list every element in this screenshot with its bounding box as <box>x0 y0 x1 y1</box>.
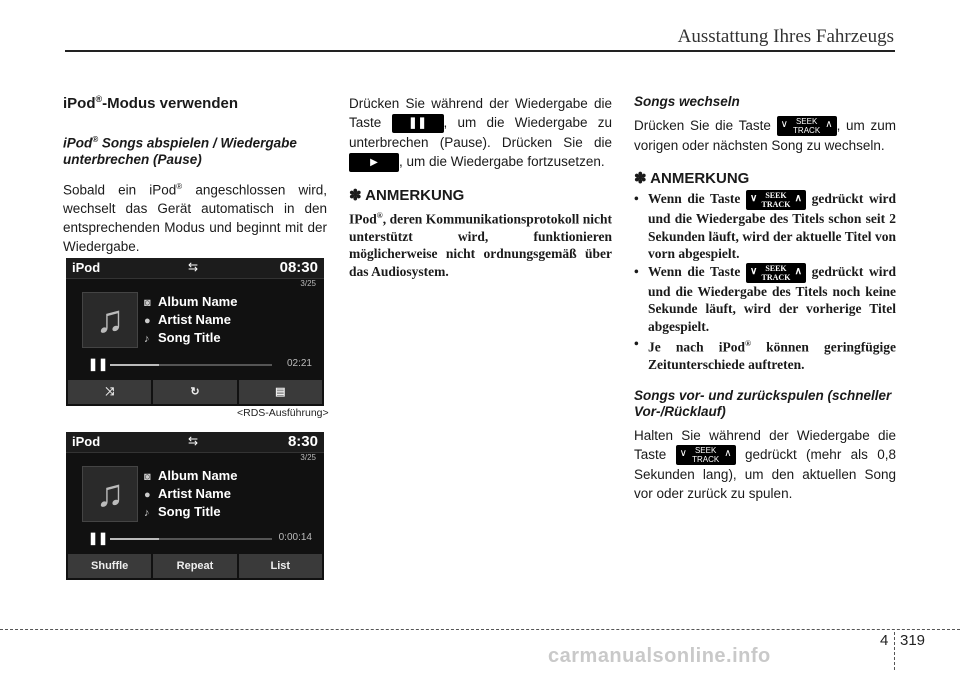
note-icon: ♪ <box>144 507 150 519</box>
subheading-change-songs: Songs wechseln <box>634 94 740 109</box>
music-note-icon: ♫ <box>82 292 138 348</box>
subheading-fast-forward: Songs vor- und zurückspulen (schneller Vor-/Rücklauf) <box>634 387 892 419</box>
person-icon: ● <box>144 315 151 327</box>
seek-track-key-icon: ∨ SEEK TRACK ∧ <box>676 445 736 465</box>
ipod-screen-standard <box>66 432 324 580</box>
pause-icon: ❚❚ <box>88 531 109 545</box>
music-note-icon: ♫ <box>82 466 138 522</box>
note-icon: ♪ <box>144 333 150 345</box>
pause-icon: ❚❚ <box>88 357 109 371</box>
progress-fill <box>110 364 159 366</box>
list-item: • Je nach iPod® können geringfügige Zeitunterschiede auftreten. <box>634 335 896 374</box>
shuffle-icon[interactable]: ⤨ <box>68 380 151 404</box>
page-number: 319 <box>900 632 926 649</box>
progress-track <box>110 364 272 366</box>
clock: 08:30 <box>279 259 318 276</box>
song-row: ♪ Song Title <box>144 504 221 519</box>
note-heading: ✽ ANMERKUNG <box>634 170 750 188</box>
seek-track-key-icon: ∨ SEEK TRACK ∧ <box>777 116 837 136</box>
list-item: • Wenn die Taste ∨ SEEK TRACK ∧ gedrückt wird und die Wiedergabe des Titels schon seit 2 Sekunden läuft, wird der aktuelle Titel von vorn abgespielt. <box>634 190 896 263</box>
paragraph-pause-resume: Drücken Sie während der Wiedergabe die Taste ❚❚ , um die Wiedergabe zu unterbrechen (Pause). Drücken Sie die ▶ , um die Wiedergabe fortzusetzen. <box>349 94 612 172</box>
elapsed-time: 02:21 <box>286 358 312 369</box>
screen-title: iPod <box>72 260 101 275</box>
track-count: 3/25 <box>300 279 316 288</box>
column-3 <box>634 94 896 503</box>
progress-track <box>110 538 272 540</box>
song-row: ♪ Song Title <box>144 330 221 345</box>
album-icon: ◙ <box>144 471 151 483</box>
artist-row: ● Artist Name <box>144 486 231 501</box>
repeat-button[interactable]: Repeat <box>153 554 236 578</box>
subheading-play-pause: iPod® Songs abspielen / Wiedergabe unterbrechen (Pause) <box>63 135 297 167</box>
artist-row: ● Artist Name <box>144 312 231 327</box>
screen-buttons <box>68 380 322 404</box>
album-row: ◙ Album Name <box>144 294 238 309</box>
clock: 8:30 <box>287 433 318 450</box>
person-icon: ● <box>144 489 151 501</box>
usb-icon: ⇆ <box>188 260 199 274</box>
paragraph-change-songs: Drücken Sie die Taste ∨ SEEK TRACK ∧ , um zum vorigen oder nächsten Song zu wechseln. <box>634 117 896 154</box>
progress-fill <box>110 538 159 540</box>
footer-rule <box>0 629 960 630</box>
note-heading: ✽ ANMERKUNG <box>349 186 465 204</box>
seek-track-key-icon: ∨ SEEK TRACK ∧ <box>746 263 806 283</box>
paragraph-fast-forward: Halten Sie während der Wiedergabe die Taste ∨ SEEK TRACK ∧ gedrückt (mehr als 0,8 Sekunden lang), um den aktuellen Song vor oder zurück zu spulen. <box>634 427 896 502</box>
column-1 <box>63 94 327 256</box>
album-row: ◙ Album Name <box>144 468 238 483</box>
repeat-icon[interactable]: ↻ <box>153 380 236 404</box>
screen-title: iPod <box>72 434 101 449</box>
watermark: carmanualsonline.info <box>548 645 771 667</box>
seek-track-key-icon: ∨ SEEK TRACK ∧ <box>746 190 806 210</box>
play-key-icon: ▶ <box>349 153 399 172</box>
track-count: 3/25 <box>300 453 316 462</box>
album-icon: ◙ <box>144 297 151 309</box>
chapter-number: 4 <box>880 632 889 649</box>
footer-divider <box>894 632 895 670</box>
screen-caption: <RDS-Ausführung> <box>237 407 329 419</box>
list-item: • Wenn die Taste ∨ SEEK TRACK ∧ gedrückt wird und die Wiedergabe des Titels noch keine Sekunde läuft, wird der vorherige Titel abgespielt. <box>634 263 896 336</box>
shuffle-button[interactable]: Shuffle <box>68 554 151 578</box>
list-button[interactable]: List <box>239 554 322 578</box>
paragraph-auto-play: Sobald ein iPod® angeschlossen wird, wechselt das Gerät automatisch in den entsprechenden Modus und beginnt mit der Wiedergabe. <box>63 181 327 254</box>
list-icon[interactable]: ▤ <box>239 380 322 404</box>
column-2 <box>349 94 612 280</box>
header-rule <box>65 50 895 52</box>
running-header: Ausstattung Ihres Fahrzeugs <box>677 26 894 47</box>
elapsed-time: 0:00:14 <box>278 532 312 543</box>
note-text: IPod®, deren Kommunikationsprotokoll nicht unterstützt wird, funktionieren möglicherweise nicht ordnungsgemäß über das Audiosystem. <box>349 210 612 279</box>
pause-key-icon: ❚❚ <box>392 114 444 133</box>
note-list <box>634 190 896 374</box>
section-heading: iPod®-Modus verwenden <box>63 94 238 112</box>
ipod-screen-rds <box>66 258 324 406</box>
screen-buttons <box>68 554 322 578</box>
usb-icon: ⇆ <box>188 434 199 448</box>
